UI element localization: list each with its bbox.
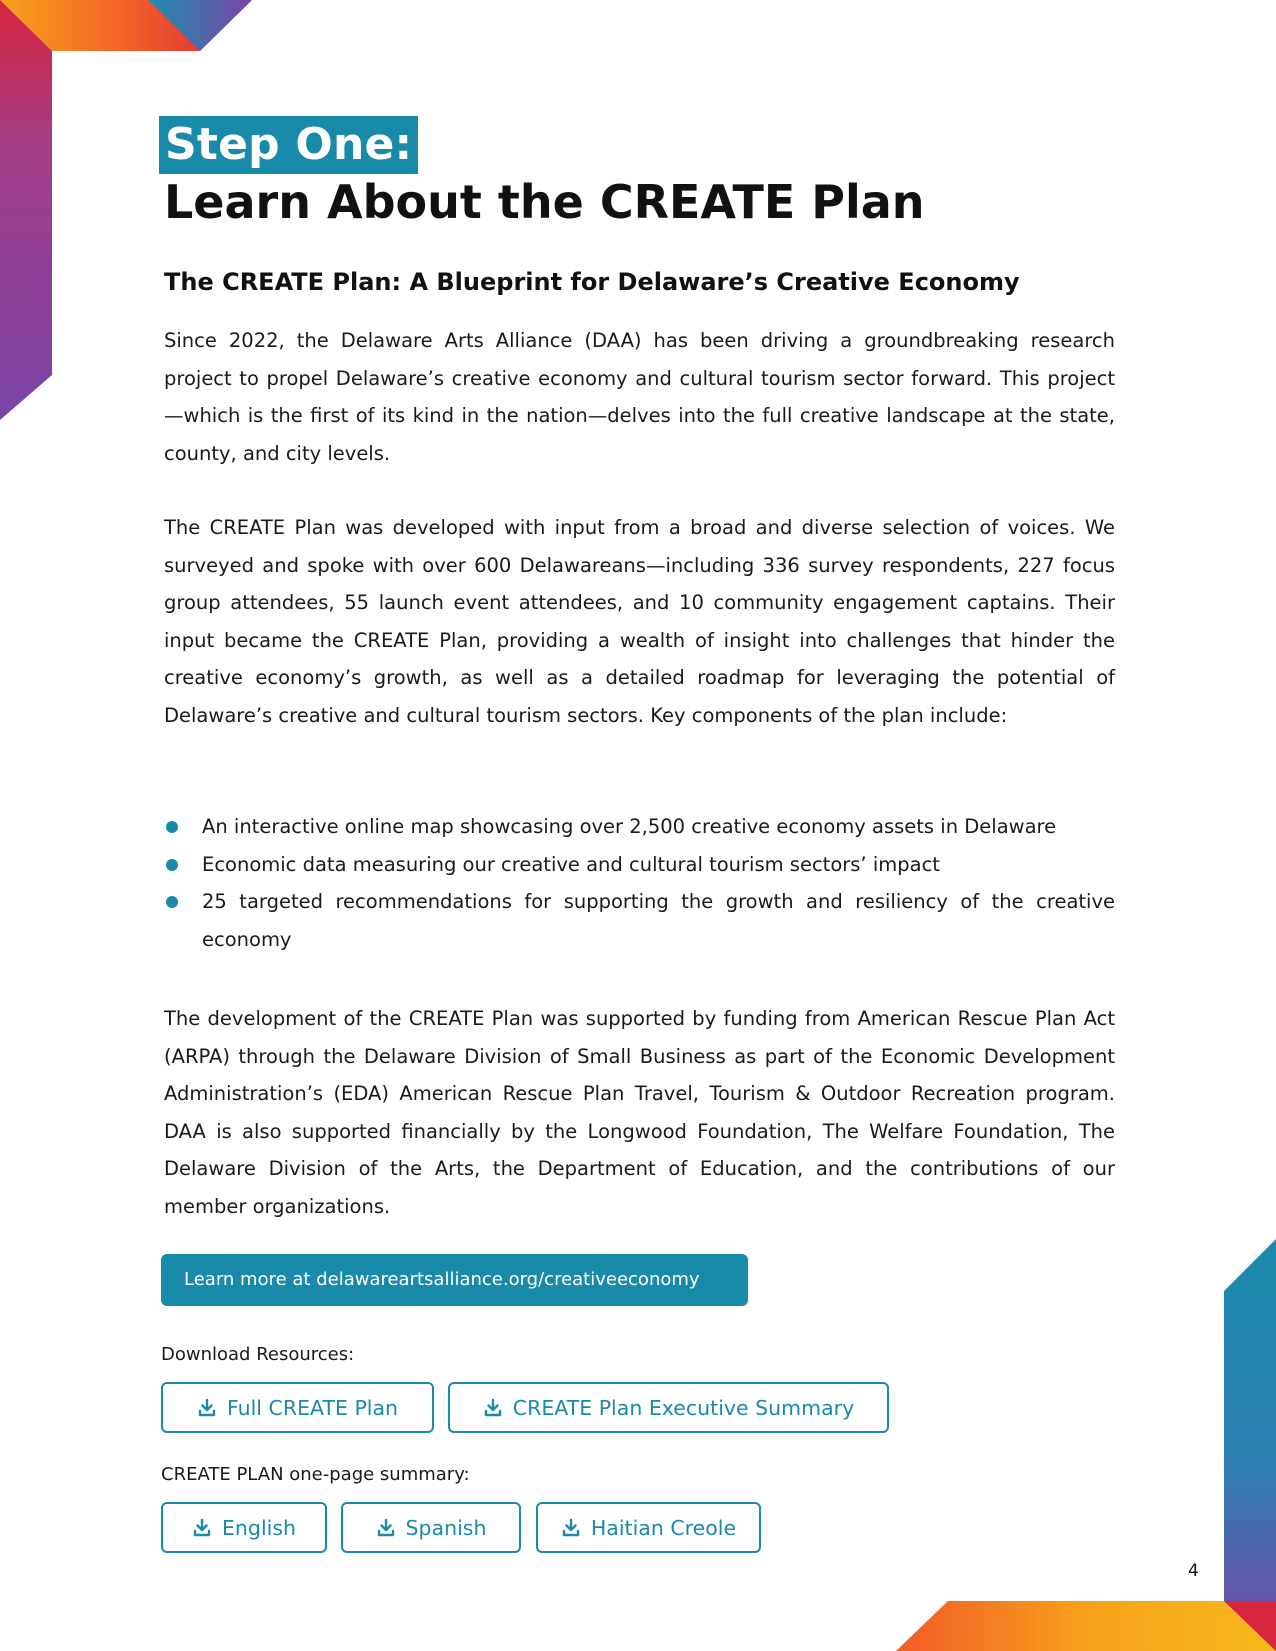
list-item [164, 808, 1115, 846]
button-label: Full CREATE Plan [226, 1395, 399, 1420]
button-label: Haitian Creole [590, 1515, 737, 1540]
button-label: English [221, 1515, 297, 1540]
spanish-download-button[interactable] [341, 1502, 521, 1553]
list-item-text: Economic data measuring our creative and cultural tourism sectors’ impact [202, 852, 940, 876]
funding-paragraph: The development of the CREATE Plan was supported by funding from American Rescue Plan Act (ARPA) through the Delaware Division of Small Business as part of the Economic Development Administration’s (EDA) American Rescue Plan Travel, Tourism & Outdoor Recreation program. DAA is also supported financially by the Longwood Foundation, The Welfare Foundation, The Delaware Division of the Arts, the Department of Education, and the contributions of our member organizations. [164, 1007, 1115, 1218]
intro-paragraph: Since 2022, the Delaware Arts Alliance (DAA) has been driving a groundbreaking research project to propel Delaware’s creative economy and cultural tourism sector forward. This project—which is the first of its kind in the nation—delves into the full creative landscape at the state, county, and city levels. [164, 329, 1115, 465]
full-plan-download-button[interactable] [161, 1382, 434, 1433]
bullet-dot-icon [166, 896, 178, 908]
corner-decoration-bottom-right [896, 1239, 1276, 1651]
input-paragraph: The CREATE Plan was developed with input from a broad and diverse selection of voices. We surveyed and spoke with over 600 Delawareans—including 336 survey respondents, 227 focus group attendees, 55 launch event attendees, and 10 community engagement captains. Their input became the CREATE Plan, providing a wealth of insight into challenges that hinder the creative economy’s growth, as well as a detailed roadmap for leveraging the potential of Delaware’s creative and cultural tourism sectors. Key components of the plan include: [164, 516, 1115, 727]
list-item [164, 846, 1115, 884]
page-number: 4 [1188, 1561, 1199, 1581]
page-title: Learn About the CREATE Plan [164, 175, 925, 229]
bullet-dot-icon [166, 859, 178, 871]
bullet-dot-icon [166, 821, 178, 833]
key-components-list [164, 808, 1115, 958]
download-icon [192, 1518, 212, 1538]
download-icon [197, 1398, 217, 1418]
download-icon [376, 1518, 396, 1538]
button-label: Spanish [405, 1515, 487, 1540]
one-page-summary-label: CREATE PLAN one-page summary: [161, 1464, 470, 1485]
button-label: CREATE Plan Executive Summary [512, 1395, 855, 1420]
executive-summary-download-button[interactable] [448, 1382, 889, 1433]
list-item-text: 25 targeted recommendations for supporting the growth and resiliency of the creative economy [202, 890, 1115, 951]
learn-more-button[interactable]: Learn more at delawareartsalliance.org/creativeeconomy [161, 1254, 748, 1306]
list-item [164, 883, 1115, 958]
english-download-button[interactable] [161, 1502, 327, 1553]
download-icon [483, 1398, 503, 1418]
download-resources-label: Download Resources: [161, 1344, 355, 1365]
haitian-creole-download-button[interactable] [536, 1502, 761, 1553]
section-heading: The CREATE Plan: A Blueprint for Delaware’s Creative Economy [164, 268, 1020, 296]
step-label: Step One: [159, 116, 418, 174]
download-icon [561, 1518, 581, 1538]
list-item-text: An interactive online map showcasing over 2,500 creative economy assets in Delaware [202, 815, 1057, 838]
